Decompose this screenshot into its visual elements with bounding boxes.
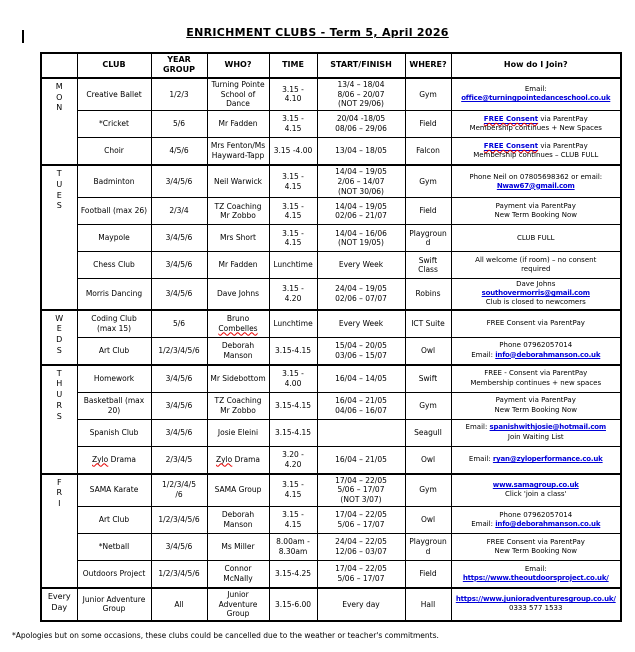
day-label-mon: M O N [41, 78, 77, 165]
cell-year: 1/2/3/4/5/6 [151, 506, 207, 533]
cell-time: 3.20 - 4.20 [269, 446, 317, 474]
cell-year: 2/3/4/5 [151, 446, 207, 474]
table-row [41, 419, 621, 446]
cell-join: Email: spanishwithjosie@hotmail.com Join Waiting List [451, 419, 621, 446]
day-label-tues: T U E S [41, 165, 77, 310]
cell-time: 3.15-4.15 [269, 392, 317, 419]
cell-time: 3.15 - 4.15 [269, 165, 317, 198]
cell-who: Zylo Drama [207, 446, 269, 474]
link[interactable]: Nwaw67@gmail.com [496, 181, 575, 190]
cell-join: Payment via ParentPay New Term Booking Now [451, 198, 621, 225]
cell-start: 20/04 -18/05 08/06 – 29/06 [317, 111, 405, 138]
cell-year: 5/6 [151, 310, 207, 338]
cell-club: Creative Ballet [77, 78, 151, 111]
cell-start: 16/04 – 14/05 [317, 365, 405, 393]
col-header-day [41, 53, 77, 78]
cell-who: SAMA Group [207, 474, 269, 507]
table-row [41, 506, 621, 533]
cell-start: 16/04 – 21/05 [317, 446, 405, 474]
cell-start: 14/04 – 19/05 02/06 – 21/07 [317, 198, 405, 225]
day-label-thurs: T H U R S [41, 365, 77, 474]
table-row [41, 225, 621, 252]
table-row [41, 337, 621, 365]
cell-club: Art Club [77, 337, 151, 365]
table-row [41, 111, 621, 138]
cell-start: 13/04 – 18/05 [317, 138, 405, 166]
cell-join: FREE Consent via ParentPay Membership continues – CLUB FULL [451, 138, 621, 166]
cell-club: Homework [77, 365, 151, 393]
cell-where: Playground [405, 533, 451, 560]
day-label-every-day: Every Day [41, 588, 77, 621]
cell-club: *Netball [77, 533, 151, 560]
table-row [41, 533, 621, 560]
table-row [41, 474, 621, 507]
col-header-start-finish: START/FINISH [317, 53, 405, 78]
cell-join: CLUB FULL [451, 225, 621, 252]
table-row [41, 365, 621, 393]
cell-time: 3.15 - 4.00 [269, 365, 317, 393]
cell-start: 15/04 – 20/05 03/06 – 15/07 [317, 337, 405, 365]
cell-club: Morris Dancing [77, 279, 151, 310]
cell-who: Josie Eleini [207, 419, 269, 446]
cell-join: Phone 07962057014 Email: info@deborahmanson.co.uk [451, 337, 621, 365]
cell-year: 3/4/5/6 [151, 533, 207, 560]
table-row [41, 78, 621, 111]
cell-year: 3/4/5/6 [151, 252, 207, 279]
cell-year: 5/6 [151, 111, 207, 138]
text-cursor-caret [22, 30, 24, 43]
cell-start: 24/04 – 19/05 02/06 – 07/07 [317, 279, 405, 310]
cell-time: 3.15 - 4.15 [269, 506, 317, 533]
cell-where: Field [405, 198, 451, 225]
cell-club: Spanish Club [77, 419, 151, 446]
cell-time: 3.15 - 4.15 [269, 111, 317, 138]
cell-club: Outdoors Project [77, 560, 151, 588]
cell-who: Bruno Combelles [207, 310, 269, 338]
cell-join: FREE Consent via ParentPay [451, 310, 621, 338]
link[interactable]: ryan@zyloperformance.co.uk [492, 455, 603, 464]
cell-who: Turning Pointe School of Dance [207, 78, 269, 111]
cell-join: Payment via ParentPay New Term Booking Now [451, 392, 621, 419]
day-label-weds: W E D S [41, 310, 77, 365]
free-consent-link[interactable]: FREE Consent [483, 114, 539, 123]
cell-where: Owl [405, 446, 451, 474]
cell-year: 3/4/5/6 [151, 225, 207, 252]
cell-club: *Cricket [77, 111, 151, 138]
cell-join: Dave Johns southovermorris@gmail.com Club is closed to newcomers [451, 279, 621, 310]
col-header-club: CLUB [77, 53, 151, 78]
col-header-where: WHERE? [405, 53, 451, 78]
cell-where: Hall [405, 588, 451, 621]
cell-time: 3.15 - 4.15 [269, 474, 317, 507]
cell-start: 17/04 – 22/05 5/06 – 17/07 [317, 506, 405, 533]
col-header-time: TIME [269, 53, 317, 78]
cell-join: FREE - Consent via ParentPay Membership continues + new spaces [451, 365, 621, 393]
cell-join: All welcome (if room) – no consent required [451, 252, 621, 279]
cell-where: Gym [405, 474, 451, 507]
cell-club: Zylo Drama [77, 446, 151, 474]
link[interactable]: https://www.junioradventuresgroup.co.uk/ [455, 595, 616, 604]
cell-start: 13/4 – 18/04 8/06 – 20/07 (NOT 29/06) [317, 78, 405, 111]
cell-time: 3.15-4.25 [269, 560, 317, 588]
cell-join: FREE Consent via ParentPay New Term Booking Now [451, 533, 621, 560]
cell-time: 8.00am - 8.30am [269, 533, 317, 560]
cell-where: Gym [405, 78, 451, 111]
table-row [41, 392, 621, 419]
cell-year: 3/4/5/6 [151, 279, 207, 310]
cell-join: Email: office@turningpointedanceschool.co.uk [451, 78, 621, 111]
table-row [41, 588, 621, 621]
cell-join: www.samagroup.co.uk Click 'join a class' [451, 474, 621, 507]
cell-club: Coding Club (max 15) [77, 310, 151, 338]
cell-start: Every day [317, 588, 405, 621]
cell-club: Football (max 26) [77, 198, 151, 225]
cell-year: All [151, 588, 207, 621]
cell-club: SAMA Karate [77, 474, 151, 507]
cell-start: Every Week [317, 310, 405, 338]
col-header-how-to-join: How do I Join? [451, 53, 621, 78]
cell-where: Field [405, 560, 451, 588]
cell-where: Seagull [405, 419, 451, 446]
cell-start: 24/04 – 22/05 12/06 – 03/07 [317, 533, 405, 560]
cell-club: Basketball (max 20) [77, 392, 151, 419]
cell-year: 3/4/5/6 [151, 365, 207, 393]
cell-time: 3.15 - 4.10 [269, 78, 317, 111]
table-row [41, 279, 621, 310]
page-title: ENRICHMENT CLUBS - Term 5, April 2026 [186, 26, 449, 39]
table-row [41, 165, 621, 198]
cell-year: 1/2/3/4/5/6 [151, 560, 207, 588]
clubs-table-body [41, 78, 621, 621]
cell-start: 14/04 – 19/05 2/06 – 14/07 (NOT 30/06) [317, 165, 405, 198]
cell-where: Playground [405, 225, 451, 252]
cell-time: 3.15 - 4.15 [269, 198, 317, 225]
table-header-row [41, 53, 621, 78]
cell-join: FREE Consent via ParentPay Membership continues + New Spaces [451, 111, 621, 138]
cell-start: 16/04 – 21/05 04/06 – 16/07 [317, 392, 405, 419]
cell-time: 3.15-4.15 [269, 419, 317, 446]
cell-join: Phone Neil on 07805698362 or email: Nwaw67@gmail.com [451, 165, 621, 198]
table-row [41, 560, 621, 588]
cell-year: 3/4/5/6 [151, 165, 207, 198]
cell-club: Junior Adventure Group [77, 588, 151, 621]
link[interactable]: office@turningpointedanceschool.co.uk [461, 94, 611, 103]
cell-time: Lunchtime [269, 252, 317, 279]
table-row [41, 252, 621, 279]
cell-where: Swift [405, 365, 451, 393]
cell-where: Field [405, 111, 451, 138]
cell-year: 3/4/5/6 [151, 419, 207, 446]
table-row [41, 138, 621, 166]
cell-who: Neil Warwick [207, 165, 269, 198]
table-row [41, 310, 621, 338]
spellcheck-word: Combelles [218, 323, 258, 333]
cell-club: Maypole [77, 225, 151, 252]
free-consent-link[interactable]: FREE Consent [483, 141, 539, 150]
cell-start [317, 419, 405, 446]
cell-where: Owl [405, 506, 451, 533]
cell-who: TZ Coaching Mr Zobbo [207, 392, 269, 419]
cell-start: Every Week [317, 252, 405, 279]
cell-who: Ms Miller [207, 533, 269, 560]
cell-where: Gym [405, 392, 451, 419]
link[interactable]: spanishwithjosie@hotmail.com [489, 423, 606, 432]
cell-time: 3.15-4.15 [269, 337, 317, 365]
day-label-fri: F R I [41, 474, 77, 588]
cell-who: Mr Sidebottom [207, 365, 269, 393]
apologies-footnote: *Apologies but on some occasions, these clubs could be cancelled due to the weather or teacher's commitments. [12, 631, 439, 641]
cell-join: https://www.junioradventuresgroup.co.uk/ 0333 577 1533 [451, 588, 621, 621]
cell-year: 3/4/5/6 [151, 392, 207, 419]
cell-who: Connor McNally [207, 560, 269, 588]
link[interactable]: southovermorris@gmail.com [481, 289, 590, 298]
cell-where: Falcon [405, 138, 451, 166]
cell-where: Gym [405, 165, 451, 198]
cell-year: 1/2/3 [151, 78, 207, 111]
cell-who: Dave Johns [207, 279, 269, 310]
cell-where: Robins [405, 279, 451, 310]
spellcheck-word: Zylo [92, 454, 109, 464]
cell-start: 17/04 – 22/05 5/06 – 17/07 (NOT 3/07) [317, 474, 405, 507]
link[interactable]: info@deborahmanson.co.uk [495, 519, 601, 528]
cell-who: Deborah Manson [207, 337, 269, 365]
cell-club: Art Club [77, 506, 151, 533]
cell-join: Phone 07962057014 Email: info@deborahmanson.co.uk [451, 506, 621, 533]
col-header-year-group: YEAR GROUP [151, 53, 207, 78]
cell-where: ICT Suite [405, 310, 451, 338]
cell-who: Mrs Short [207, 225, 269, 252]
cell-club: Chess Club [77, 252, 151, 279]
link[interactable]: https://www.theoutdoorsproject.co.uk/ [462, 573, 609, 582]
table-row [41, 446, 621, 474]
cell-time: 3.15 -4.00 [269, 138, 317, 166]
cell-year: 2/3/4 [151, 198, 207, 225]
link[interactable]: info@deborahmanson.co.uk [495, 350, 601, 359]
cell-join: Email: ryan@zyloperformance.co.uk [451, 446, 621, 474]
cell-who: TZ Coaching Mr Zobbo [207, 198, 269, 225]
cell-club: Choir [77, 138, 151, 166]
table-row [41, 198, 621, 225]
cell-time: Lunchtime [269, 310, 317, 338]
cell-where: Owl [405, 337, 451, 365]
cell-who: Mr Fadden [207, 252, 269, 279]
cell-time: 3.15-6.00 [269, 588, 317, 621]
col-header-who: WHO? [207, 53, 269, 78]
cell-where: Swift Class [405, 252, 451, 279]
cell-year: 1/2/3/4/5/6 [151, 337, 207, 365]
cell-who: Junior Adventure Group [207, 588, 269, 621]
cell-club: Badminton [77, 165, 151, 198]
cell-start: 17/04 – 22/05 5/06 – 17/07 [317, 560, 405, 588]
cell-who: Mr Fadden [207, 111, 269, 138]
cell-year: 1/2/3/4/5 /6 [151, 474, 207, 507]
cell-join: Email: https://www.theoutdoorsproject.co.uk/ [451, 560, 621, 588]
cell-start: 14/04 – 16/06 (NOT 19/05) [317, 225, 405, 252]
enrichment-clubs-table [40, 52, 622, 622]
link[interactable]: www.samagroup.co.uk [492, 481, 579, 490]
cell-who: Deborah Manson [207, 506, 269, 533]
cell-who: Mrs Fenton/Ms Hayward-Tapp [207, 138, 269, 166]
spellcheck-word: Zylo [216, 454, 233, 464]
cell-time: 3.15 - 4.20 [269, 279, 317, 310]
cell-time: 3.15 - 4.15 [269, 225, 317, 252]
cell-year: 4/5/6 [151, 138, 207, 166]
